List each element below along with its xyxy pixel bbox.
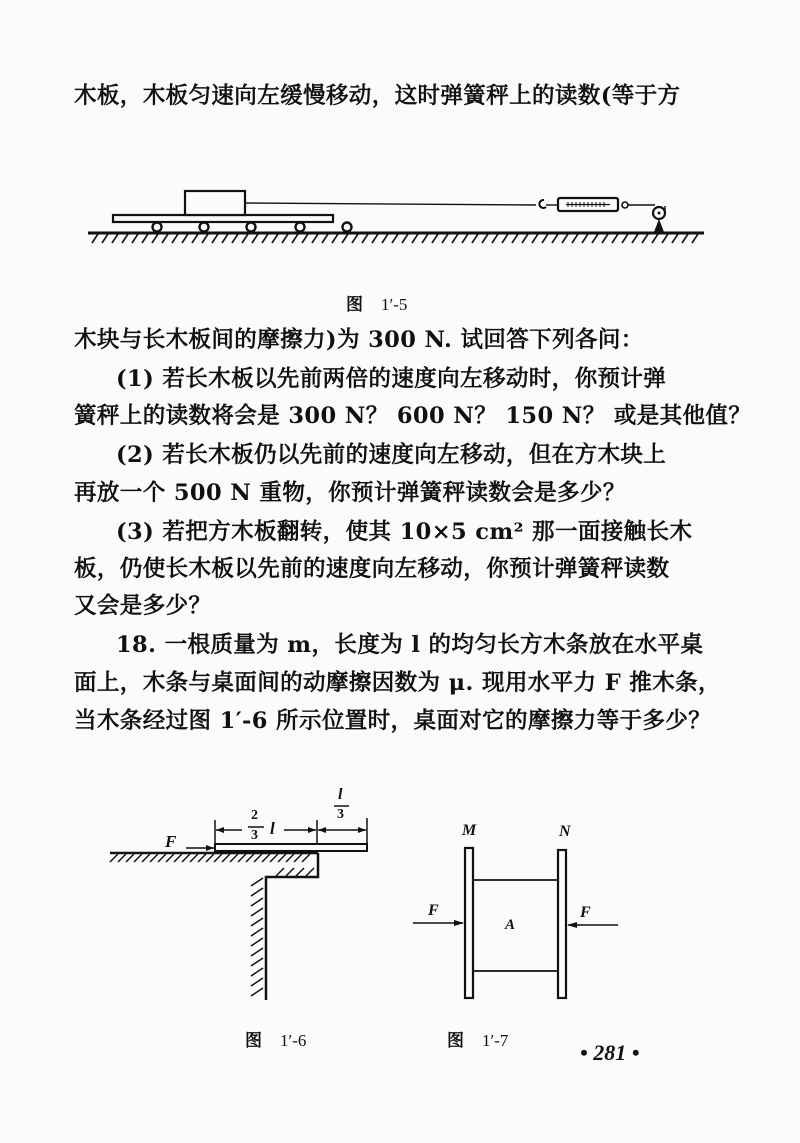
figure-label: 图 bbox=[245, 1031, 262, 1051]
figure-label: 图 bbox=[346, 295, 363, 315]
dim-right-numerator: l bbox=[338, 786, 343, 803]
figure-1-7-caption bbox=[447, 1026, 508, 1051]
force-label-right: F bbox=[580, 904, 591, 921]
force-label-left: F bbox=[428, 902, 439, 919]
question-3-line-1: (3) 若把方木板翻转，使其 10×5 cm² 那一面接触长木 bbox=[116, 519, 693, 545]
problem-18-line-1: 18. 一根质量为 m，长度为 l 的均匀长方木条放在水平桌 bbox=[116, 632, 704, 658]
question-2-line-1: (2) 若长木板仍以先前的速度向左移动，但在方木块上 bbox=[116, 442, 667, 468]
question-1-line-2: 簧秤上的读数将会是 300 N？ 600 N？ 150 N？ 或是其他值？ bbox=[74, 403, 752, 429]
figure-number: 1′-5 bbox=[381, 295, 408, 314]
figure-label: 图 bbox=[447, 1031, 464, 1051]
figure-number: 1′-6 bbox=[280, 1031, 307, 1050]
plate-label-m: M bbox=[462, 822, 477, 839]
problem-18-line-2: 面上，木条与桌面间的动摩擦因数为 μ. 现用水平力 F 推木条， bbox=[74, 670, 721, 696]
figure-number: 1′-7 bbox=[482, 1031, 509, 1050]
question-3-line-3: 又会是多少？ bbox=[74, 593, 212, 619]
block-label-a: A bbox=[505, 917, 516, 933]
page-number: • 281 • bbox=[580, 1040, 640, 1065]
text-line-1: 木板，木板匀速向左缓慢移动，这时弹簧秤上的读数(等于方 bbox=[74, 83, 681, 109]
text-line-2: 木块与长木板间的摩擦力)为 300 N. 试回答下列各问： bbox=[74, 327, 644, 353]
dim-left-denominator: 3 bbox=[251, 828, 258, 843]
force-label-f: F bbox=[165, 832, 177, 851]
question-1-line-1: (1) 若长木板以先前两倍的速度向左移动时，你预计弹 bbox=[116, 366, 667, 392]
problem-18-line-3: 当木条经过图 1′-6 所示位置时，桌面对它的摩擦力等于多少？ bbox=[74, 708, 712, 734]
question-2-line-2: 再放一个 500 N 重物，你预计弹簧秤读数会是多少？ bbox=[74, 480, 626, 506]
dim-left-numerator: 2 bbox=[251, 808, 258, 823]
figure-1-6-caption bbox=[245, 1026, 306, 1051]
question-3-line-2: 板，仍使长木板以先前的速度向左移动，你预计弹簧秤读数 bbox=[74, 556, 670, 582]
dim-right-denominator: 3 bbox=[337, 807, 344, 822]
dim-left-variable: l bbox=[270, 819, 275, 838]
plate-label-n: N bbox=[559, 823, 571, 840]
